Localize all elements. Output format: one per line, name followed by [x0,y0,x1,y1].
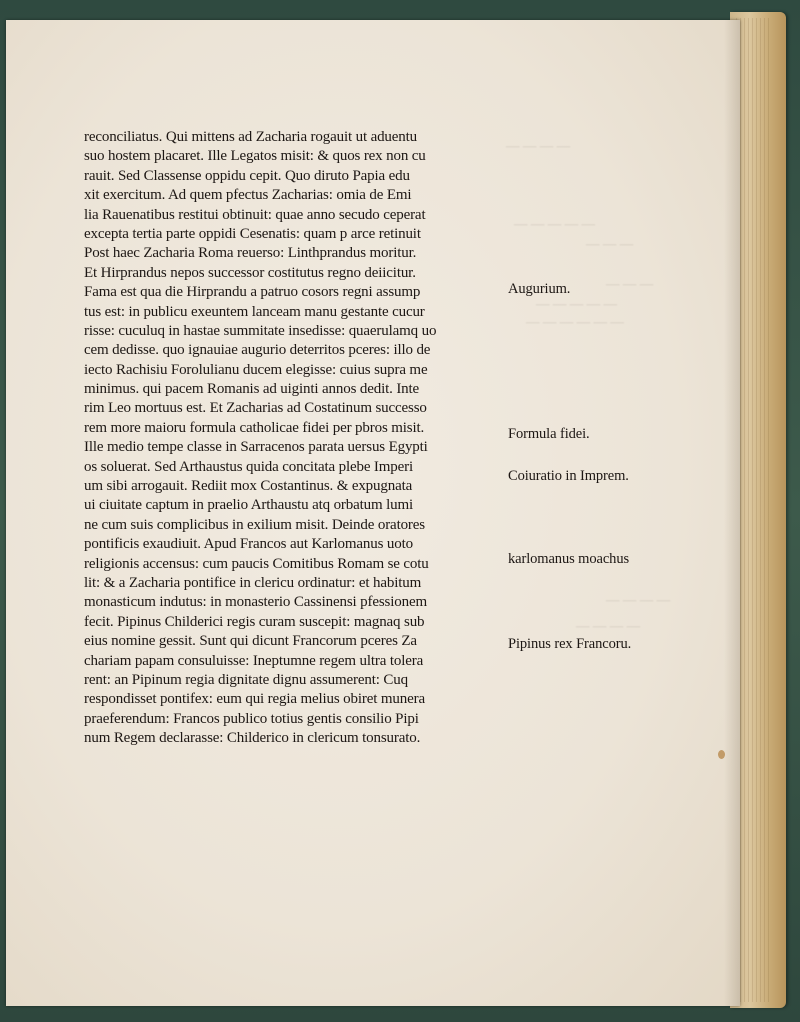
show-through-text: — — — [606,276,654,291]
text-line: pontificis exaudiuit. Apud Francos aut Karlomanus uoto [84,536,413,553]
page-stain [718,750,725,759]
text-line: chariam papam consuluisse: Ineptumne regem ultra tolera [84,652,424,669]
text-line: um sibi arrogauit. Rediit mox Costantinus. & expugnata [84,478,413,495]
book-page [6,20,740,1006]
text-line: rem more maioru formula catholicae fidei per pbros misit. [84,419,425,436]
text-line: lia Rauenatibus restitui obtinuit: quae anno secudo ceperat [84,206,426,223]
text-line: reconciliatus. Qui mittens ad Zacharia rogauit ut aduentu [84,129,418,145]
text-line: lit: & a Zacharia pontifice in clericu ordinatur: et habitum [84,574,422,591]
text-line: eius nomine gessit. Sunt qui dicunt Francorum pceres Za [84,633,417,650]
margin-note-karlomanus: karlomanus moachus [508,551,630,567]
show-through-text: — — — — — [536,296,617,311]
show-through-text: — — — — [606,592,671,607]
show-through-text: — — — — [506,138,571,153]
text-line: suo hostem placaret. Ille Legatos misit: & quos rex non cu [84,148,426,165]
text-line: Et Hirprandus nepos successor costitutus regno deiicitur. [84,264,416,281]
margin-note-pipinus: Pipinus rex Francoru. [508,636,632,652]
text-line: Fama est qua die Hirprandu a patruo cosors regni assump [84,284,421,301]
main-text-column [84,128,494,749]
show-through-text: — — — — — [514,216,595,231]
text-line: risse: cuculuq in hastae summitate insedisse: quaerulamq uo [84,322,437,339]
text-line: cem dedisse. quo ignauiae augurio deterritos pceres: illo de [84,342,431,359]
text-line: respondisset pontifex: eum qui regia melius obiret munera [84,691,425,708]
show-through-text: — — — — [576,618,641,633]
text-line: rauit. Sed Classense oppidu cepit. Quo diruto Papia edu [84,167,410,184]
margin-note-formula-fidei: Formula fidei. [508,426,590,442]
text-line: num Regem declarasse: Childerico in clericum tonsurato. [84,730,421,747]
text-line: praeferendum: Francos publico totius gentis consilio Pipi [84,710,419,727]
text-line: iecto Rachisiu Forolulianu ducem elegisse: cuius supra me [84,361,428,378]
margin-note-coniuratio: Coiuratio in Imprem. [508,468,629,484]
text-line: religionis accensus: cum paucis Comitibus Romam se cotu [84,555,429,572]
text-line: ui ciuitate captum in praelio Arthaustu atq orbatum lumi [84,497,414,514]
text-line: rim Leo mortuus est. Et Zacharias ad Costatinum successo [84,400,427,417]
text-line: minimus. qui pacem Romanis ad uiginti annos dedit. Inte [84,381,420,398]
text-line: ne cum suis complicibus in exilium misit. Deinde oratores [84,516,425,533]
text-line: excepta tertia parte oppidi Cesenatis: quam p arce retinuit [84,225,421,242]
text-line: tus est: in publicu exeuntem lanceam manu gestante cucur [84,303,425,320]
text-line: monasticum indutus: in monasterio Cassinensi pfessionem [84,594,427,611]
margin-note-augurium: Augurium. [508,281,571,297]
text-line: Post haec Zacharia Roma reuerso: Linthprandus moritur. [84,245,417,262]
text-line: fecit. Pipinus Childerici regis curam suscepit: magnaq sub [84,613,425,630]
show-through-text: — — — [586,236,634,251]
text-line: os soluerat. Sed Arthaustus quida concitata plebe Imperi [84,458,414,475]
text-line: rent: an Pipinum regia dignitate dignu assumerent: Cuq [84,671,408,688]
text-line: xit exercitum. Ad quem pfectus Zacharias: omia de Emi [84,187,412,204]
text-line: Ille medio tempe classe in Sarracenos parata uersus Egypti [84,439,428,456]
show-through-text: — — — — — — [526,314,624,329]
